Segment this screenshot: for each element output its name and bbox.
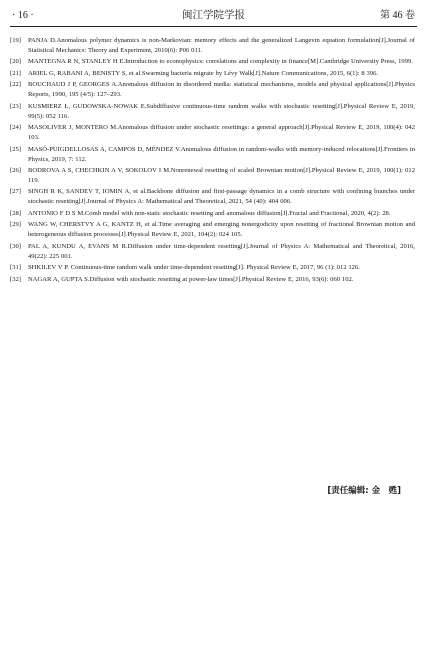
reference-item — [10, 102, 415, 122]
reference-item — [10, 242, 415, 262]
reference-number: [24] — [10, 124, 21, 132]
reference-item — [10, 187, 415, 207]
reference-item — [10, 275, 415, 285]
responsible-editor-note: [责任编辑: 金 甦] — [327, 486, 401, 496]
volume-label: 第 46 卷 — [380, 10, 415, 21]
reference-item — [10, 36, 415, 56]
reference-text: SHKILEV V P. Continuous-time random walk under time-dependent resetting[J]. Physical Review E, 2017, 96 (1): 012 126. — [28, 264, 360, 272]
reference-text: PANJA D.Anomalous polymer dynamics is non-Markovian: memory effects and the generalized Langevin equation formulation[J].Journal of Statistical Mechanics: Theory and Experiment, 2010(6): P06 011. — [28, 37, 415, 54]
reference-item — [10, 220, 415, 240]
reference-item — [10, 80, 415, 100]
reference-number: [19] — [10, 37, 21, 44]
reference-number: [30] — [10, 242, 21, 250]
reference-text: MASOLIVER J, MONTERO M.Anomalous diffusion under stochastic resettings: a general approach[J].Physical Review E, 2019, 100(4): 042 103. — [28, 124, 415, 142]
page-number: · 16 · — [12, 10, 34, 21]
reference-number: [23] — [10, 102, 21, 110]
reference-number: [25] — [10, 145, 21, 153]
reference-number: [22] — [10, 81, 21, 89]
reference-item — [10, 69, 415, 79]
reference-item — [10, 123, 415, 143]
reference-text: BODROVA A S, CHECHKIN A V, SOKOLOV I M.Nonrenewal resetting of scaled Brownian motion[J].Physical Review E, 2019, 100(1): 012 119. — [28, 167, 415, 184]
reference-text: MANTEGNA R N, STANLEY H E.Introduction to econophysics: correlations and complexity in finance[M].Cambridge University Press, 1999. — [28, 58, 413, 66]
reference-text: ARIEL G, RABANI A, BENISTY S, et al.Swarming bacteria migrate by Lévy Walk[J].Nature Communications, 2015, 6(1): 8 396. — [28, 69, 379, 77]
reference-item — [10, 145, 415, 165]
reference-number: [20] — [10, 58, 21, 66]
reference-number: [26] — [10, 167, 21, 175]
reference-number: [27] — [10, 188, 21, 196]
reference-text: WANG W, CHERSTVY A G, KANTZ H, et al.Time averaging and emerging nonergodicity upon resetting of fractional Brownian motion and heterogeneous diffusion processes[J].Physical Review E, 2021, 104(2): 024 105. — [28, 221, 415, 239]
running-header — [12, 8, 415, 24]
reference-item — [10, 57, 415, 67]
reference-text: MASÓ-PUIGDELLOSAS A, CAMPOS D, MÉNDEZ V.Anomalous diffusion in random-walks with memory-induced relocations[J].Frontiers in Physics, 2019, 7: 112. — [28, 145, 415, 163]
journal-title: 闽江学院学报 — [182, 10, 245, 21]
reference-text: ANTONIO F D S M.Comb model with non-static stochastic resetting and anomalous diffusion[J].Fractal and Fractional, 2020, 4(2): 28. — [28, 209, 391, 217]
reference-number: [29] — [10, 221, 21, 229]
reference-number: [28] — [10, 209, 21, 217]
reference-list — [10, 36, 415, 286]
reference-number: [31] — [10, 264, 21, 272]
header-rule — [10, 26, 417, 27]
reference-text: KUSMIERZ Ł, GUDOWSKA-NOWAK E.Subdiffusive continuous-time random walks with stochastic resetting[J].Physical Review E, 2019, 99(5): 052 116. — [28, 102, 415, 120]
reference-text: SINGH R K, SANDEV T, IOMIN A, et al.Backbone diffusion and first-passage dynamics in a comb structure with confining branches under stochastic resetting[J].Journal of Physics A: Mathematical and Theoretical, 2021, 54 (40): 404 006. — [28, 188, 415, 206]
reference-item — [10, 209, 415, 219]
reference-item — [10, 263, 415, 273]
reference-item — [10, 166, 415, 186]
reference-text: NAGAR A, GUPTA S.Diffusion with stochastic resetting at power-law times[J].Physical Review E, 2016, 93(6): 060 102. — [28, 275, 354, 283]
reference-number: [32] — [10, 275, 21, 283]
reference-number: [21] — [10, 69, 21, 77]
reference-text: BOUCHAUD J P, GEORGES A.Anomalous diffusion in disordered media: statistical mechanisms, models and physical applications[J].Physics Reports, 1990, 195 (4/5): 127–293. — [28, 81, 415, 99]
reference-text: PAL A, KUNDU A, EVANS M R.Diffusion under time-dependent resetting[J].Journal of Physics A: Mathematical and Theoretical, 2016, 49(22): 225 001. — [28, 242, 415, 260]
